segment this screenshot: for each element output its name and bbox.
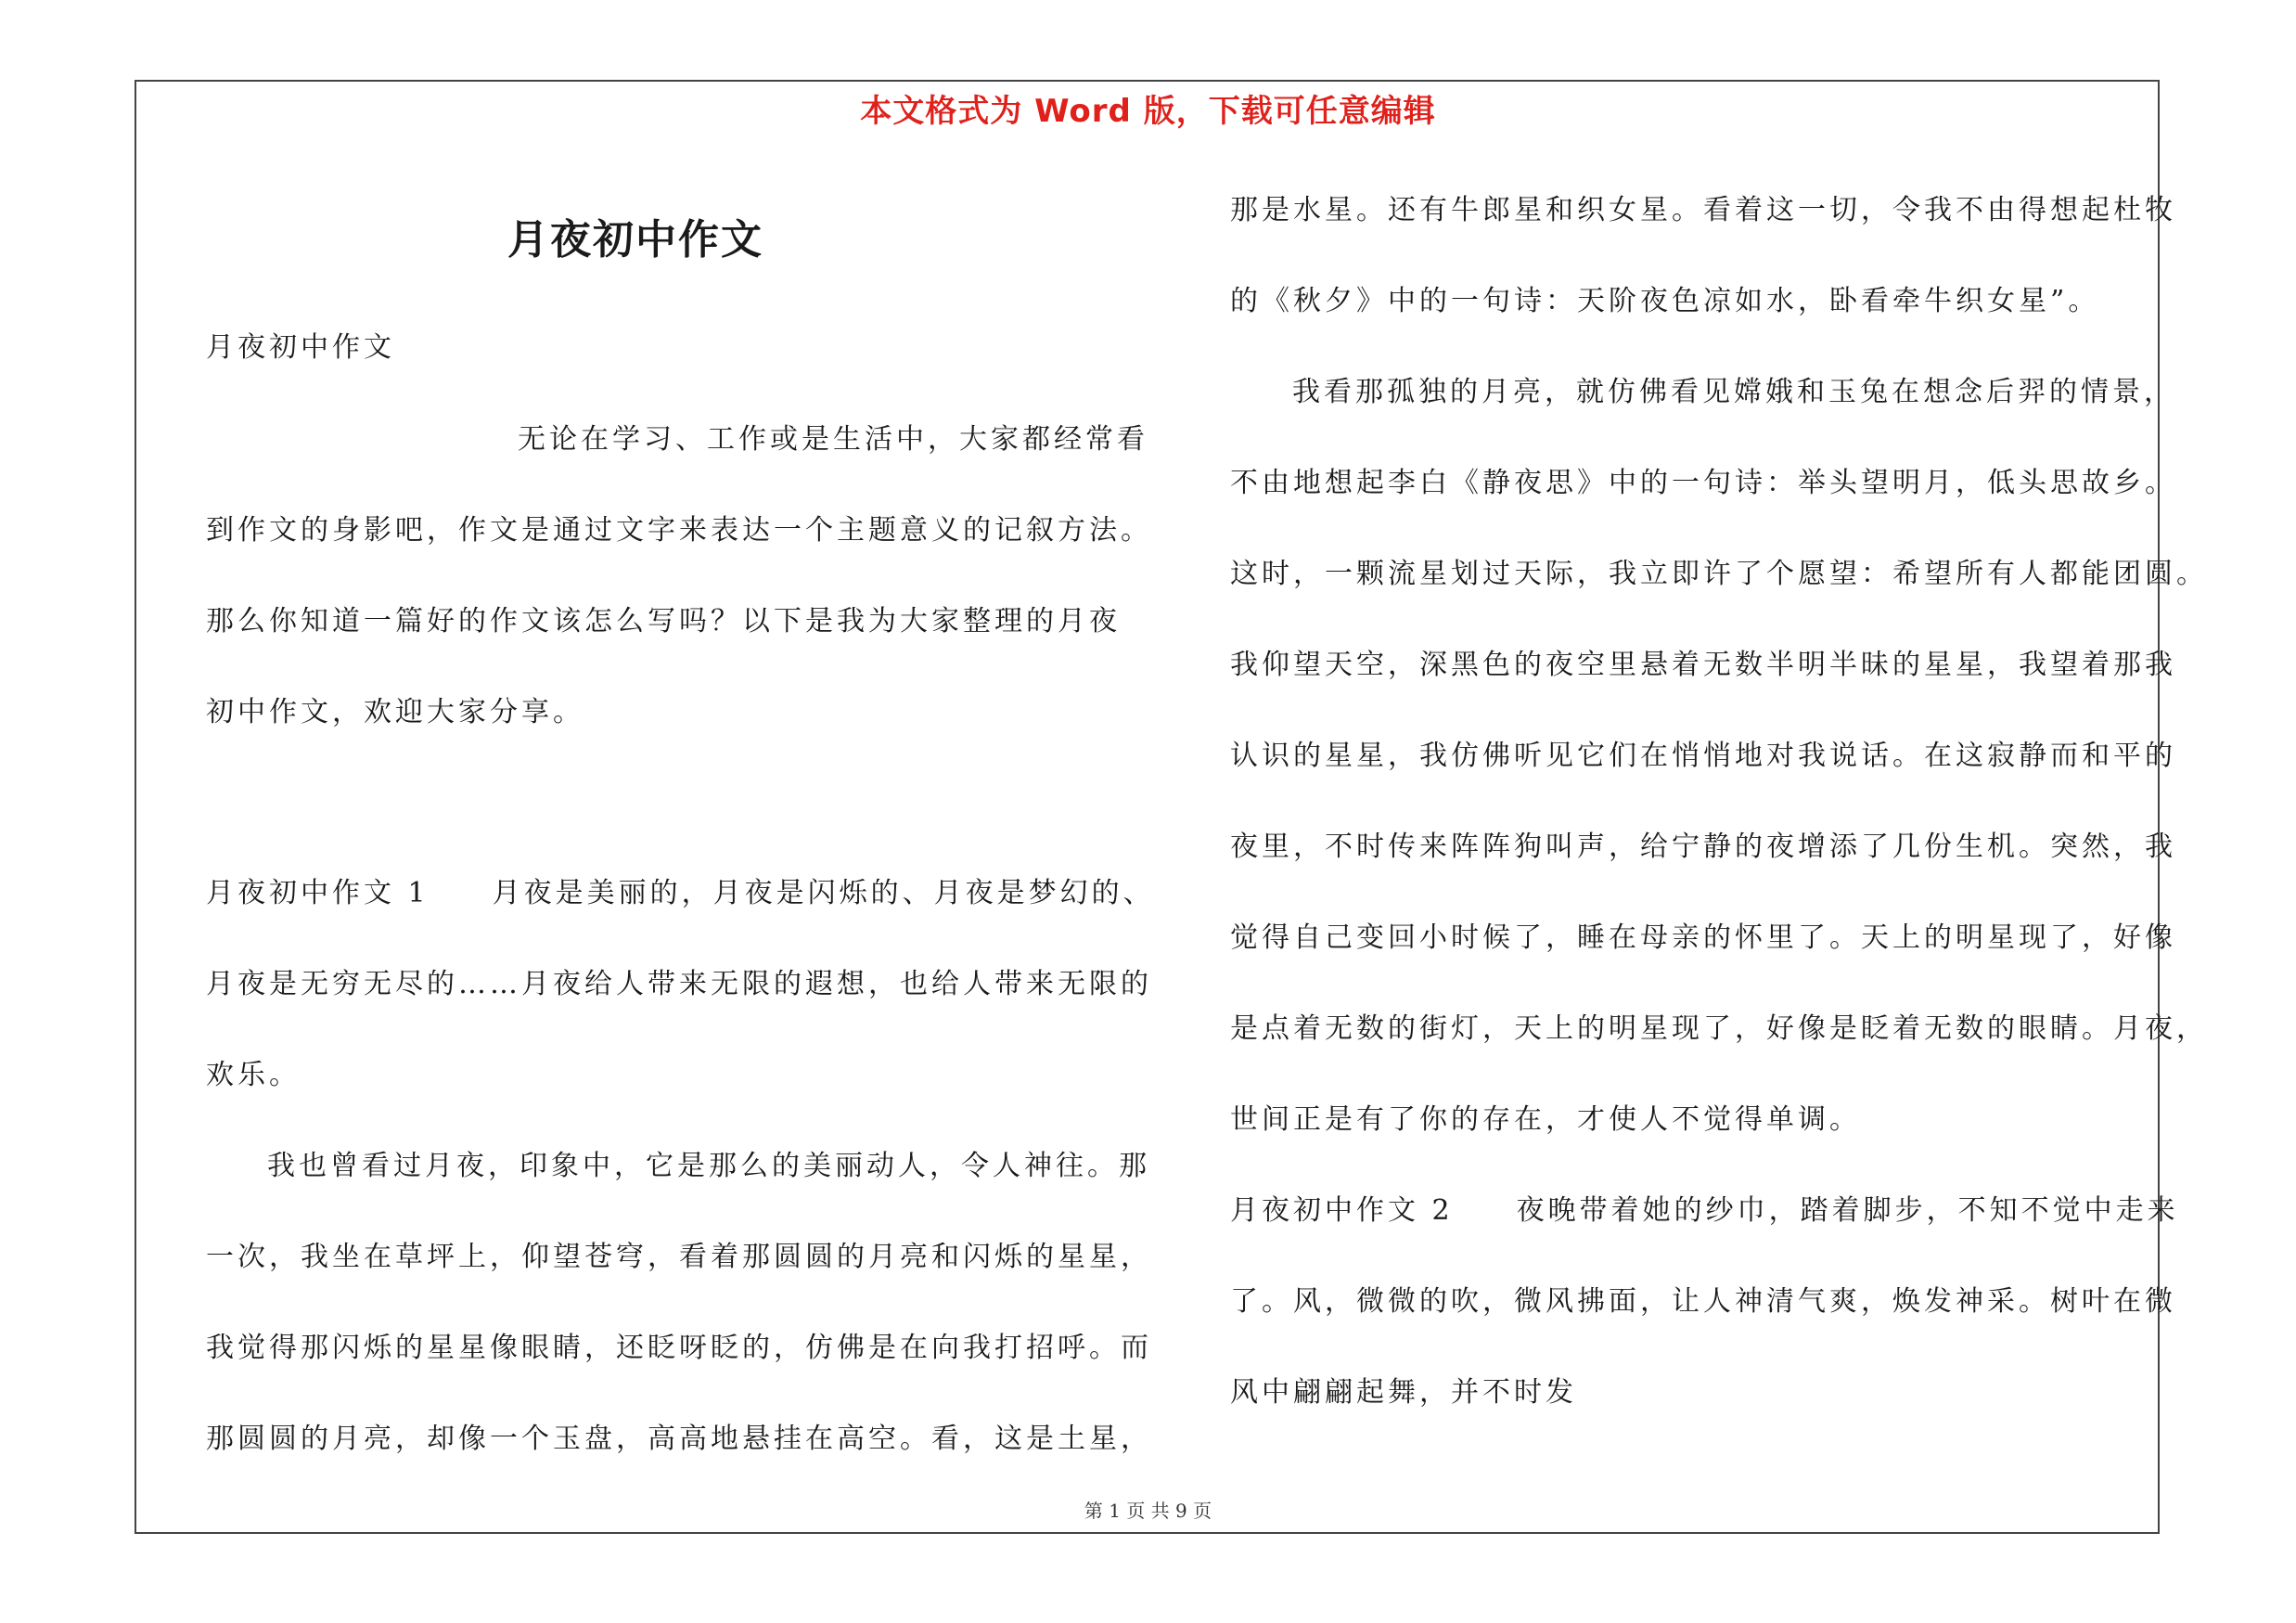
right-line-9: 觉得自己变回小时候了，睡在母亲的怀里了。天上的明星现了，好像	[1230, 921, 2176, 954]
right-line-2: 的《秋夕》中的一句诗：天阶夜色凉如水，卧看牵牛织女星”。	[1230, 285, 2100, 317]
left-line-intro-3: 那么你知道一篇好的作文该怎么写吗？以下是我为大家整理的月夜	[206, 605, 1121, 638]
right-line-3: 我看那孤独的月亮，就仿佛看见嫦娥和玉兔在想念后羿的情景，	[1292, 376, 2175, 408]
right-line-7: 认识的星星，我仿佛听见它们在悄悄地对我说话。在这寂静而和平的	[1230, 740, 2176, 772]
left-line-essay1-2: 月夜是无穷无尽的……月夜给人带来无限的遐想，也给人带来无限的	[206, 968, 1152, 1000]
left-line-essay1-5: 一次，我坐在草坪上，仰望苍穹，看着那圆圆的月亮和闪烁的星星，	[206, 1241, 1152, 1273]
document-title: 月夜初中作文	[507, 216, 763, 264]
left-line-essay1-1: 月夜初中作文 1 月夜是美丽的，月夜是闪烁的、月夜是梦幻的、	[206, 877, 1155, 909]
right-line-essay2-1: 月夜初中作文 2 夜晚带着她的纱巾，踏着脚步，不知不觉中走来	[1230, 1194, 2179, 1227]
left-line-intro-2: 到作文的身影吧，作文是通过文字来表达一个主题意义的记叙方法。	[206, 514, 1152, 547]
right-line-essay2-3: 风中翩翩起舞，并不时发	[1230, 1376, 1577, 1409]
right-line-11: 世间正是有了你的存在，才使人不觉得单调。	[1230, 1103, 1861, 1136]
left-line-intro-1: 无论在学习、工作或是生活中，大家都经常看	[518, 423, 1148, 456]
left-line-essay1-3: 欢乐。	[206, 1059, 301, 1091]
right-line-10: 是点着无数的街灯，天上的明星现了，好像是眨着无数的眼睛。月夜，	[1230, 1012, 2208, 1045]
format-banner: 本文格式为 Word 版，下载可任意编辑	[860, 93, 1436, 130]
left-line-essay1-6: 我觉得那闪烁的星星像眼睛，还眨呀眨的，仿佛是在向我打招呼。而	[206, 1332, 1152, 1364]
right-line-4: 不由地想起李白《静夜思》中的一句诗：举头望明月，低头思故乡。	[1230, 467, 2176, 499]
left-line-subtitle: 月夜初中作文	[206, 331, 395, 364]
left-line-essay1-7: 那圆圆的月亮，却像一个玉盘，高高地悬挂在高空。看，这是土星，	[206, 1423, 1152, 1455]
right-line-8: 夜里，不时传来阵阵狗叫声，给宁静的夜增添了几份生机。突然，我	[1230, 831, 2176, 863]
left-line-essay1-4: 我也曾看过月夜，印象中，它是那么的美丽动人，令人神往。那	[267, 1150, 1150, 1182]
right-line-essay2-2: 了。风，微微的吹，微风拂面，让人神清气爽，焕发神采。树叶在微	[1230, 1285, 2176, 1318]
left-line-intro-4: 初中作文，欢迎大家分享。	[206, 696, 584, 728]
right-line-5: 这时，一颗流星划过天际，我立即许了个愿望：希望所有人都能团圆。	[1230, 558, 2208, 590]
right-line-6: 我仰望天空，深黑色的夜空里悬着无数半明半昧的星星，我望着那我	[1230, 649, 2176, 681]
right-line-1: 那是水星。还有牛郎星和织女星。看着这一切，令我不由得想起杜牧	[1230, 194, 2176, 226]
page-number: 第 1 页 共 9 页	[1084, 1500, 1212, 1522]
